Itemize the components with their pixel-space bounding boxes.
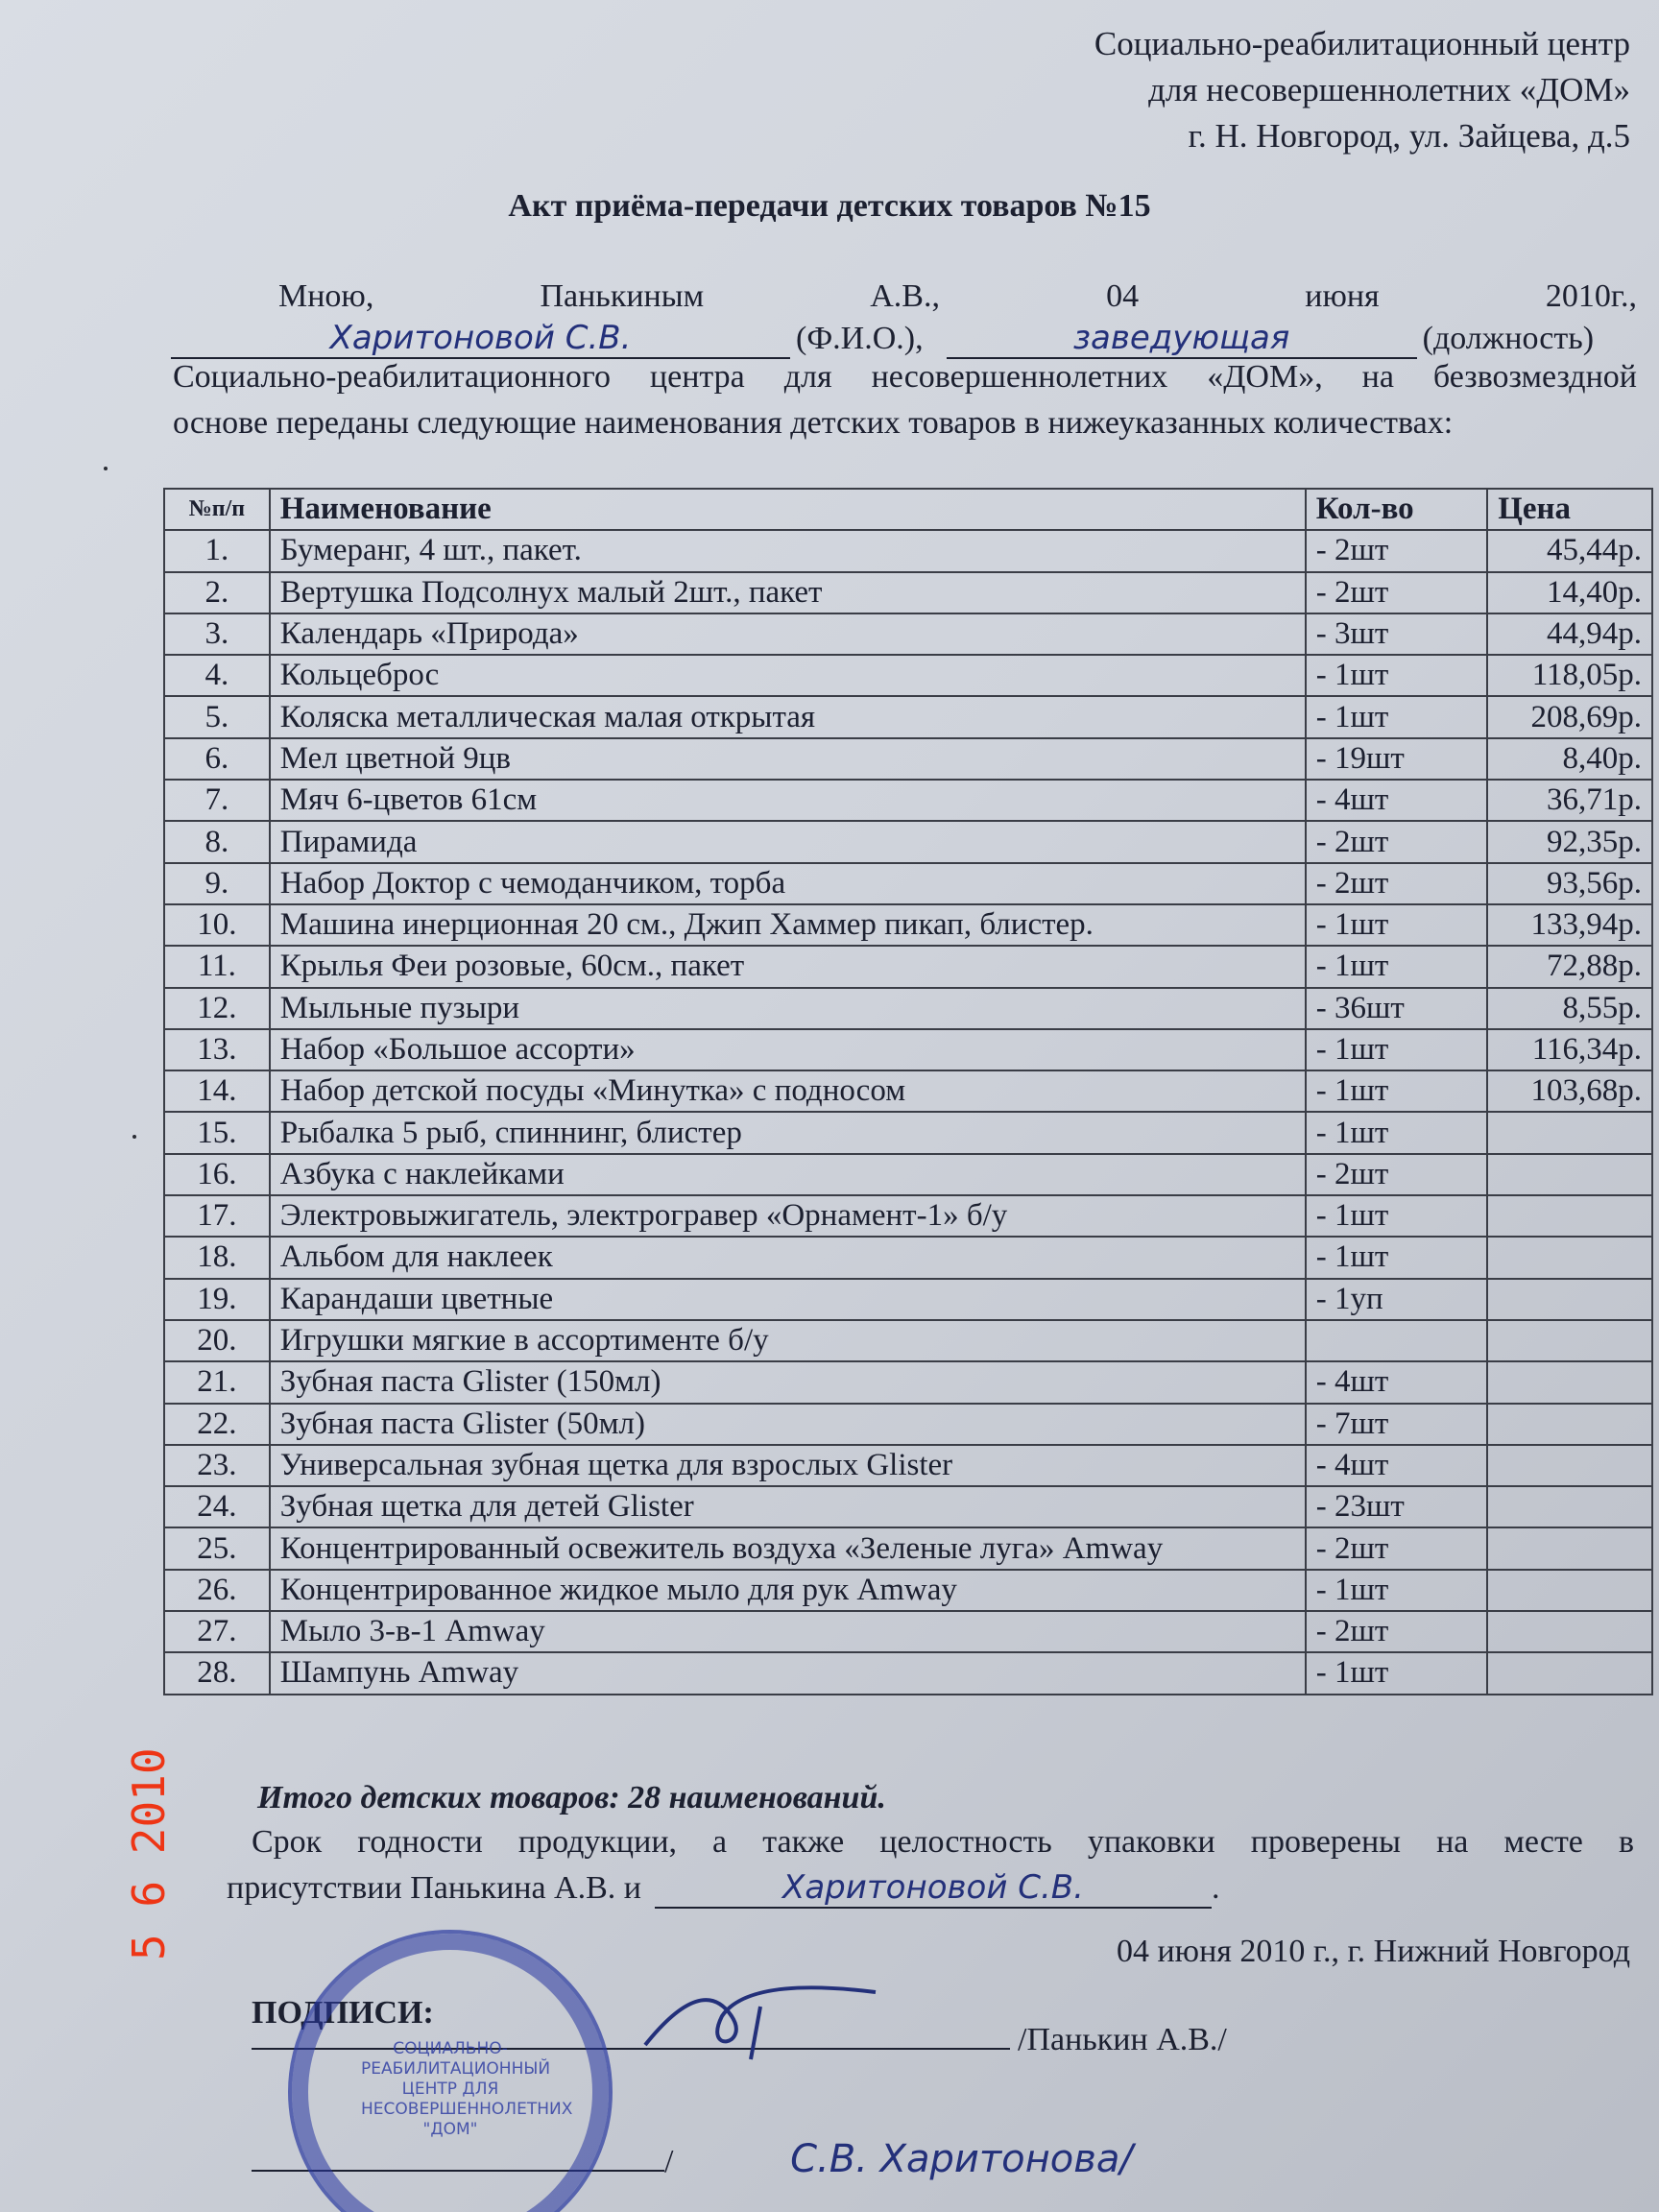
table-row <box>164 946 1652 987</box>
row-price: 93,56р. <box>1487 863 1652 904</box>
intro-word: Панькиным <box>540 278 705 314</box>
row-price: 103,68р. <box>1487 1070 1652 1112</box>
goods-table <box>163 488 1653 1695</box>
row-name: Концентрированное жидкое мыло для рук Amway <box>270 1570 1306 1611</box>
row-price: 14,40р. <box>1487 572 1652 613</box>
row-qty: - 1уп <box>1306 1279 1488 1320</box>
row-number: 13. <box>164 1029 270 1070</box>
row-number: 14. <box>164 1070 270 1112</box>
position-label: (должность) <box>1422 321 1595 356</box>
row-number: 10. <box>164 904 270 946</box>
row-number: 23. <box>164 1445 270 1486</box>
row-qty: - 1шт <box>1306 655 1488 696</box>
stamp-text: СОЦИАЛЬНО-РЕАБИЛИТАЦИОННЫЙ ЦЕНТР ДЛЯ НЕСОВЕРШЕННОЛЕТНИХ "ДОМ" <box>361 2039 573 2139</box>
row-number: 2. <box>164 572 270 613</box>
official-round-stamp <box>288 1930 613 2212</box>
table-row <box>164 696 1652 737</box>
row-number: 18. <box>164 1237 270 1278</box>
row-price: 118,05р. <box>1487 655 1652 696</box>
row-price: 8,55р. <box>1487 988 1652 1029</box>
signature-scribble-1 <box>626 1978 914 2064</box>
row-qty: - 1шт <box>1306 904 1488 946</box>
table-row <box>164 1445 1652 1486</box>
row-price: 36,71р. <box>1487 780 1652 821</box>
row-name: Пирамида <box>270 821 1306 862</box>
row-number: 20. <box>164 1320 270 1361</box>
table-row <box>164 1195 1652 1237</box>
document-title: Акт приёма-передачи детских товаров №15 <box>508 188 1151 224</box>
row-price <box>1487 1361 1652 1403</box>
row-price: 133,94р. <box>1487 904 1652 946</box>
row-name: Электровыжигатель, электрогравер «Орнамент-1» б/у <box>270 1195 1306 1237</box>
row-qty: - 1шт <box>1306 1070 1488 1112</box>
table-row <box>164 1320 1652 1361</box>
row-number: 15. <box>164 1112 270 1153</box>
row-qty: - 1шт <box>1306 946 1488 987</box>
row-qty: - 23шт <box>1306 1486 1488 1527</box>
row-name: Коляска металлическая малая открытая <box>270 696 1306 737</box>
row-name: Зубная паста Glister (50мл) <box>270 1404 1306 1445</box>
row-qty: - 1шт <box>1306 1112 1488 1153</box>
row-number: 6. <box>164 738 270 780</box>
row-name: Кольцеброс <box>270 655 1306 696</box>
row-number: 22. <box>164 1404 270 1445</box>
row-price: 116,34р. <box>1487 1029 1652 1070</box>
row-name: Мыльные пузыри <box>270 988 1306 1029</box>
table-row <box>164 1652 1652 1694</box>
speck-mark <box>132 1135 136 1139</box>
row-price <box>1487 1527 1652 1569</box>
row-qty: - 2шт <box>1306 863 1488 904</box>
table-row <box>164 863 1652 904</box>
row-qty: - 2шт <box>1306 530 1488 571</box>
intro-word: Мною, <box>278 278 374 314</box>
row-name: Мел цветной 9цв <box>270 738 1306 780</box>
intro-word: июня <box>1305 278 1380 314</box>
table-row <box>164 613 1652 655</box>
row-name: Набор «Большое ассорти» <box>270 1029 1306 1070</box>
table-row <box>164 1486 1652 1527</box>
check-suffix: . <box>1211 1870 1220 1906</box>
row-price: 208,69р. <box>1487 696 1652 737</box>
row-number: 24. <box>164 1486 270 1527</box>
row-name: Карандаши цветные <box>270 1279 1306 1320</box>
row-number: 21. <box>164 1361 270 1403</box>
row-qty: - 2шт <box>1306 1527 1488 1569</box>
signatures-label: ПОДПИСИ: <box>252 1995 434 2031</box>
header-price: Цена <box>1487 489 1652 530</box>
row-price <box>1487 1486 1652 1527</box>
row-price <box>1487 1445 1652 1486</box>
table-row <box>164 1404 1652 1445</box>
row-price <box>1487 1570 1652 1611</box>
row-price <box>1487 1652 1652 1694</box>
row-price: 44,94р. <box>1487 613 1652 655</box>
intro-line-2 <box>171 319 1635 359</box>
row-name: Машина инерционная 20 см., Джип Хаммер пикап, блистер. <box>270 904 1306 946</box>
table-row <box>164 1112 1652 1153</box>
row-price <box>1487 1320 1652 1361</box>
row-number: 7. <box>164 780 270 821</box>
row-price <box>1487 1611 1652 1652</box>
row-name: Крылья Феи розовые, 60см., пакет <box>270 946 1306 987</box>
table-row <box>164 1611 1652 1652</box>
row-qty: - 2шт <box>1306 821 1488 862</box>
row-qty: - 7шт <box>1306 1404 1488 1445</box>
header-line-3: г. Н. Новгород, ул. Зайцева, д.5 <box>1188 117 1630 155</box>
table-row <box>164 655 1652 696</box>
row-qty: - 19шт <box>1306 738 1488 780</box>
row-price <box>1487 1279 1652 1320</box>
row-price <box>1487 1112 1652 1153</box>
recipient-name-handwritten: Харитоновой С.В. <box>171 319 790 359</box>
row-price: 8,40р. <box>1487 738 1652 780</box>
row-number: 12. <box>164 988 270 1029</box>
table-row <box>164 1279 1652 1320</box>
header-name: Наименование <box>270 489 1306 530</box>
row-name: Универсальная зубная щетка для взрослых Glister <box>270 1445 1306 1486</box>
header-line-2: для несовершеннолетних «ДОМ» <box>1148 71 1630 108</box>
signer-2-separator: / <box>664 2144 674 2179</box>
total-line: Итого детских товаров: 28 наименований. <box>257 1780 886 1815</box>
row-name: Набор Доктор с чемоданчиком, торба <box>270 863 1306 904</box>
table-row <box>164 530 1652 571</box>
row-price <box>1487 1404 1652 1445</box>
row-name: Шампунь Amway <box>270 1652 1306 1694</box>
table-row <box>164 1527 1652 1569</box>
row-number: 27. <box>164 1611 270 1652</box>
row-price: 72,88р. <box>1487 946 1652 987</box>
row-qty: - 1шт <box>1306 1029 1488 1070</box>
table-row <box>164 1029 1652 1070</box>
table-row <box>164 821 1652 862</box>
row-qty: - 2шт <box>1306 1611 1488 1652</box>
fio-label: (Ф.И.О.), <box>796 321 924 356</box>
row-qty: - 1шт <box>1306 1652 1488 1694</box>
row-name: Зубная щетка для детей Glister <box>270 1486 1306 1527</box>
table-header-row <box>164 489 1652 530</box>
table-row <box>164 1361 1652 1403</box>
signer-1-name: /Панькин А.В./ <box>1018 2022 1227 2057</box>
check-prefix: присутствии Панькина А.В. и <box>227 1870 641 1906</box>
check-line-1: Срок годности продукции, а также целостность упаковки проверены на месте в <box>252 1824 1634 1860</box>
row-qty: - 2шт <box>1306 1154 1488 1195</box>
row-qty: - 2шт <box>1306 572 1488 613</box>
table-row <box>164 1070 1652 1112</box>
intro-line-4: основе переданы следующие наименования детских товаров в нижеуказанных количествах: <box>173 405 1454 441</box>
row-price <box>1487 1237 1652 1278</box>
row-number: 9. <box>164 863 270 904</box>
speck-mark <box>104 467 108 470</box>
row-number: 11. <box>164 946 270 987</box>
row-number: 26. <box>164 1570 270 1611</box>
row-name: Зубная паста Glister (150мл) <box>270 1361 1306 1403</box>
row-qty: - 4шт <box>1306 1445 1488 1486</box>
row-name: Азбука с наклейками <box>270 1154 1306 1195</box>
row-price <box>1487 1195 1652 1237</box>
row-name: Мыло 3-в-1 Amway <box>270 1611 1306 1652</box>
table-row <box>164 1237 1652 1278</box>
row-qty: - 4шт <box>1306 780 1488 821</box>
row-number: 1. <box>164 530 270 571</box>
table-row <box>164 1570 1652 1611</box>
signer-2-handwritten: С.В. Харитонова/ <box>790 2137 1133 2181</box>
row-number: 3. <box>164 613 270 655</box>
row-name: Рыбалка 5 рыб, спиннинг, блистер <box>270 1112 1306 1153</box>
row-number: 19. <box>164 1279 270 1320</box>
row-name: Мяч 6-цветов 61см <box>270 780 1306 821</box>
row-number: 28. <box>164 1652 270 1694</box>
position-handwritten: заведующая <box>947 319 1417 359</box>
camera-date-stamp: 5 6 2010 <box>123 1747 175 1960</box>
row-name: Набор детской посуды «Минутка» с подносом <box>270 1070 1306 1112</box>
row-name: Календарь «Природа» <box>270 613 1306 655</box>
organization-header <box>1094 21 1630 159</box>
row-name: Игрушки мягкие в ассортименте б/у <box>270 1320 1306 1361</box>
table-row <box>164 1154 1652 1195</box>
header-line-1: Социально-реабилитационный центр <box>1094 25 1630 62</box>
intro-line-3: Социально-реабилитационного центра для несовершеннолетних «ДОМ», на безвозмездной <box>173 359 1637 395</box>
header-num: №п/п <box>164 489 270 530</box>
row-price: 92,35р. <box>1487 821 1652 862</box>
row-number: 4. <box>164 655 270 696</box>
row-qty: - 1шт <box>1306 1570 1488 1611</box>
row-name: Альбом для наклеек <box>270 1237 1306 1278</box>
table-row <box>164 572 1652 613</box>
check-line-2 <box>227 1868 1219 1909</box>
row-number: 16. <box>164 1154 270 1195</box>
intro-line-1 <box>173 278 1637 315</box>
place-and-date: 04 июня 2010 г., г. Нижний Новгород <box>1116 1934 1630 1969</box>
row-qty: - 1шт <box>1306 1195 1488 1237</box>
row-qty: - 36шт <box>1306 988 1488 1029</box>
row-number: 17. <box>164 1195 270 1237</box>
header-qty: Кол-во <box>1306 489 1488 530</box>
row-qty: - 3шт <box>1306 613 1488 655</box>
row-qty <box>1306 1320 1488 1361</box>
intro-word: А.В., <box>870 278 940 314</box>
row-qty: - 4шт <box>1306 1361 1488 1403</box>
row-name: Вертушка Подсолнух малый 2шт., пакет <box>270 572 1306 613</box>
row-qty: - 1шт <box>1306 696 1488 737</box>
intro-word: 04 <box>1106 278 1140 314</box>
row-number: 5. <box>164 696 270 737</box>
table-row <box>164 988 1652 1029</box>
row-price: 45,44р. <box>1487 530 1652 571</box>
row-number: 8. <box>164 821 270 862</box>
table-row <box>164 904 1652 946</box>
row-number: 25. <box>164 1527 270 1569</box>
intro-word: 2010г., <box>1545 278 1637 314</box>
check-name-handwritten: Харитоновой С.В. <box>655 1868 1212 1909</box>
table-row <box>164 738 1652 780</box>
row-name: Бумеранг, 4 шт., пакет. <box>270 530 1306 571</box>
row-price <box>1487 1154 1652 1195</box>
row-name: Концентрированный освежитель воздуха «Зеленые луга» Amway <box>270 1527 1306 1569</box>
row-qty: - 1шт <box>1306 1237 1488 1278</box>
table-row <box>164 780 1652 821</box>
